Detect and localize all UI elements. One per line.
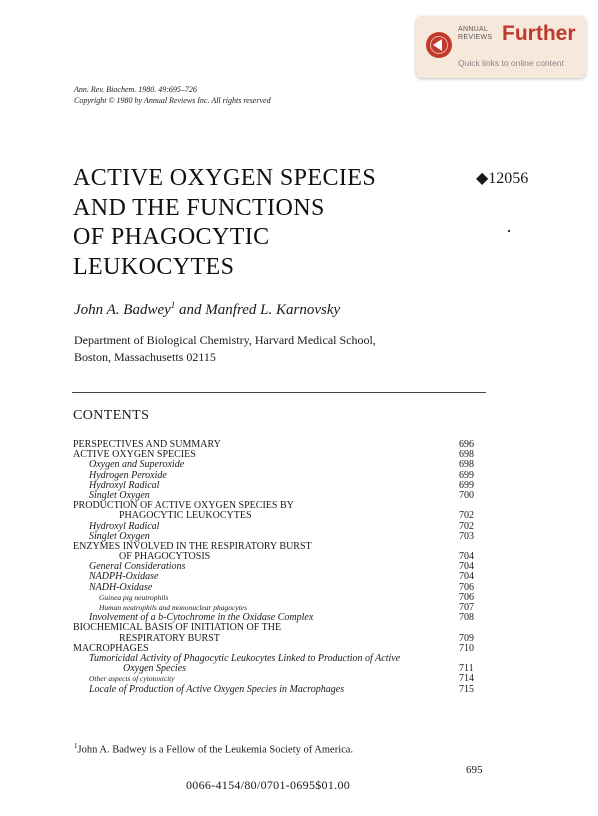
toc-entry-label: Oxygen Species (123, 663, 187, 675)
toc-entry-page: 709 (459, 632, 474, 644)
toc-entry-page: 704 (459, 571, 474, 583)
toc-entry-label: Human neutrophils and mononuclear phagocytes (99, 603, 248, 612)
toc-entry-page: 704 (459, 561, 474, 573)
toc-entry[interactable] (73, 674, 487, 684)
toc-entry-page: 699 (459, 479, 474, 491)
journal-citation-block (74, 84, 271, 106)
toc-entry-label: Guinea pig neutrophils (99, 592, 169, 602)
toc-entry-page: 715 (459, 683, 474, 695)
toc-entry-label: Oxygen and Superoxide (89, 459, 185, 471)
affiliation-line: Boston, Massachusetts 02115 (74, 350, 216, 364)
toc-entry-label: Singlet Oxygen (89, 530, 150, 542)
toc-entry-page: 700 (459, 489, 474, 501)
banner-tagline[interactable]: Quick links to online content (458, 58, 564, 68)
toc-entry-label: General Considerations (89, 561, 186, 573)
toc-entry-label: ACTIVE OXYGEN SPECIES (73, 449, 196, 461)
toc-entry-page: 703 (459, 530, 474, 542)
toc-entry-label: NADH-Oxidase (89, 581, 153, 593)
toc-entry-label: Involvement of a b-Cytochrome in the Oxidase Complex (89, 612, 314, 624)
divider (72, 392, 486, 393)
title-line: ACTIVE OXYGEN SPECIES (73, 165, 377, 191)
author-separator: and (175, 302, 206, 318)
toc-entry-page: 711 (459, 663, 474, 675)
toc-entry-label: Tumoricidal Activity of Phagocytic Leukocytes Linked to Production of Active (89, 652, 401, 664)
toc-entry-label: PRODUCTION OF ACTIVE OXYGEN SPECIES BY (73, 500, 294, 512)
footnote (74, 742, 353, 756)
toc-entry-label: ENZYMES INVOLVED IN THE RESPIRATORY BURST (73, 540, 312, 552)
toc-entry-page: 706 (459, 591, 474, 603)
toc-entry-label: Hydroxyl Radical (89, 520, 160, 532)
toc-entry-label: RESPIRATORY BURST (119, 632, 220, 644)
affiliation-line: Department of Biological Chemistry, Harvard Medical School, (74, 333, 376, 347)
toc-entry-label: BIOCHEMICAL BASIS OF INITIATION OF THE (73, 622, 282, 634)
toc-entry-label: PHAGOCYTIC LEUKOCYTES (119, 510, 252, 522)
toc-entry[interactable] (73, 583, 487, 593)
author-1: John A. Badwey (74, 302, 171, 318)
title-line: LEUKOCYTES (73, 253, 235, 280)
table-of-contents (73, 440, 487, 695)
toc-entry-page: 696 (459, 439, 474, 450)
toc-entry-page: 710 (459, 642, 474, 654)
toc-entry[interactable] (73, 593, 487, 603)
toc-entry-page: 699 (459, 469, 474, 481)
title-line: AND THE FUNCTIONS (73, 194, 325, 221)
toc-entry-page: 698 (459, 459, 474, 471)
toc-entry-page: 698 (459, 449, 474, 461)
toc-entry-page: 706 (459, 581, 474, 593)
issn-code: 0066-4154/80/0701-0695$01.00 (186, 778, 351, 792)
authors (74, 300, 340, 319)
toc-entry-page: 702 (459, 520, 474, 532)
banner-brand (458, 26, 492, 42)
copyright-notice: Copyright © 1980 by Annual Reviews Inc. All rights reserved (74, 96, 271, 105)
toc-entry-label: MACROPHAGES (73, 642, 149, 654)
toc-entry-label: Locale of Production of Active Oxygen Species in Macrophages (89, 683, 345, 695)
banner-brand-line1: ANNUAL (458, 26, 489, 33)
further-banner[interactable] (416, 16, 586, 78)
toc-entry[interactable] (73, 685, 487, 695)
banner-brand-line2: REVIEWS (458, 34, 493, 41)
toc-entry[interactable] (73, 511, 487, 521)
journal-citation: Ann. Rev. Biochem. 1980. 49:695–726 (74, 85, 197, 94)
article-title (73, 164, 376, 282)
toc-entry-label: NADPH-Oxidase (89, 571, 159, 583)
toc-entry-label: Hydrogen Peroxide (89, 469, 167, 481)
title-line: OF PHAGOCYTIC (73, 224, 270, 250)
toc-entry-label: PERSPECTIVES AND SUMMARY (73, 439, 221, 450)
author-1-footnote-mark: 1 (170, 300, 176, 310)
footnote-text: John A. Badwey is a Fellow of the Leukemia Society of America. (77, 744, 354, 756)
stray-mark (508, 230, 510, 232)
footnote-mark: 1 (74, 742, 78, 750)
banner-further-label[interactable]: Further (502, 22, 576, 45)
toc-entry-page: 714 (459, 673, 474, 685)
author-2: Manfred L. Karnovsky (205, 302, 341, 318)
toc-entry-page: 708 (459, 612, 474, 624)
page-number: 695 (466, 764, 483, 776)
toc-entry-page: 704 (459, 551, 474, 563)
annual-reviews-logo-icon (426, 32, 452, 58)
affiliation (74, 332, 376, 366)
article-code: ◆12056 (476, 170, 529, 187)
contents-heading: CONTENTS (73, 408, 150, 423)
toc-entry-page: 707 (459, 602, 474, 613)
toc-entry-label: Other aspects of cytotoxicity (89, 674, 175, 684)
toc-entry-label: Hydroxyl Radical (89, 479, 160, 491)
toc-entry-label: OF PHAGOCYTOSIS (119, 551, 211, 563)
toc-entry[interactable] (73, 664, 487, 674)
toc-entry-page: 702 (459, 510, 474, 522)
toc-entry-label: Singlet Oxygen (89, 489, 150, 501)
